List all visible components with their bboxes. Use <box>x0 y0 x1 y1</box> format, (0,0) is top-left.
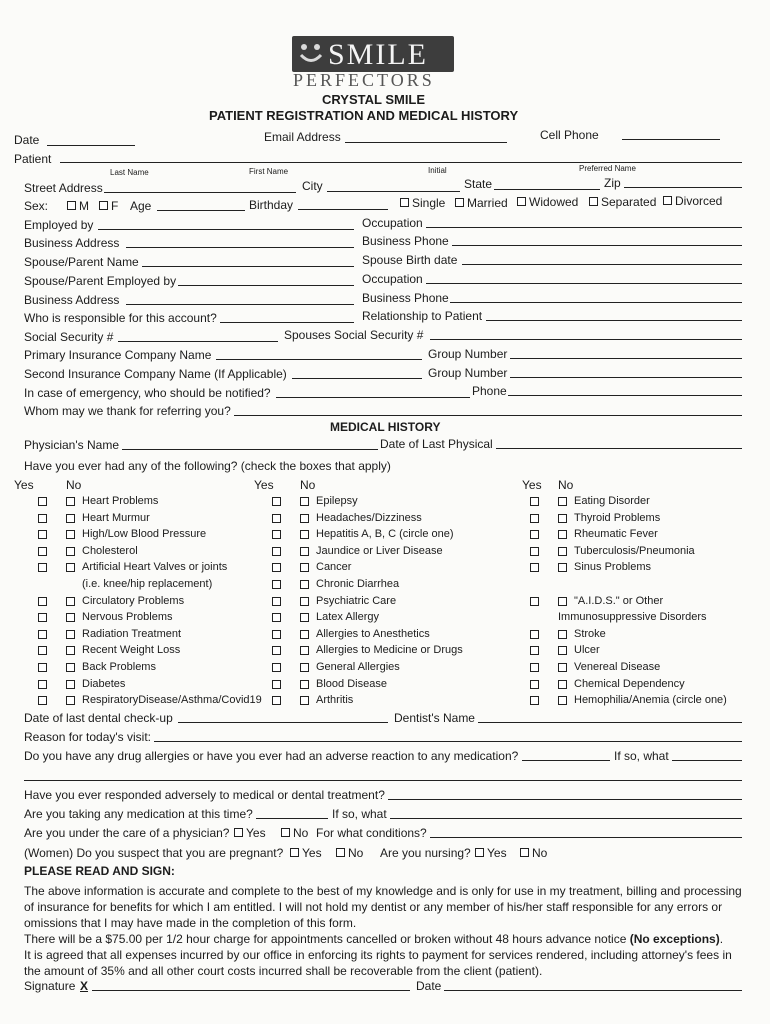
business-address-label: Business Address <box>24 236 120 250</box>
col3-condition-label: Venereal Disease <box>574 661 661 673</box>
ssn-label: Social Security # <box>24 330 114 344</box>
cell-phone-label: Cell Phone <box>540 128 599 142</box>
col1-no-checkbox[interactable] <box>66 613 75 622</box>
col2-condition-label: Psychiatric Care <box>316 595 397 607</box>
col2-yes-checkbox[interactable] <box>272 630 281 639</box>
group-number1-field[interactable] <box>510 358 742 359</box>
col2-no-checkbox[interactable] <box>300 563 309 572</box>
col3-condition-label: Rheumatic Fever <box>574 528 658 540</box>
col3-yes-checkbox[interactable] <box>530 646 539 655</box>
col3-no-checkbox[interactable] <box>558 497 567 506</box>
under-care-yes[interactable]: Yes <box>234 826 266 840</box>
col1-no-header: No <box>66 478 82 492</box>
col1-yes-checkbox[interactable] <box>38 530 47 539</box>
single-checkbox[interactable] <box>400 198 409 207</box>
reason-field[interactable] <box>154 741 742 742</box>
patient-label: Patient <box>14 152 52 166</box>
col2-no-checkbox[interactable] <box>300 613 309 622</box>
spouse-ssn-field[interactable] <box>430 339 742 340</box>
col2-condition-label: Allergies to Medicine or Drugs <box>316 644 463 656</box>
cell-phone-field[interactable] <box>622 139 720 140</box>
occupation-field[interactable] <box>426 227 742 228</box>
pregnant-label: (Women) Do you suspect that you are pregnant? <box>24 846 284 860</box>
signature-field[interactable] <box>92 990 410 991</box>
col1-yes-checkbox[interactable] <box>38 646 47 655</box>
nursing-no[interactable]: No <box>520 846 547 860</box>
spouse-name-field[interactable] <box>142 266 354 267</box>
col2-yes-checkbox[interactable] <box>272 497 281 506</box>
cancellation-policy: There will be a $75.00 per 1/2 hour charge for appointments cancelled or broken without 48 hours advance notice (No exceptions). <box>24 932 724 946</box>
employed-by-label: Employed by <box>24 218 94 232</box>
if-so-what-label: If so, what <box>614 749 669 763</box>
col2-yes-checkbox[interactable] <box>272 646 281 655</box>
col2-yes-checkbox[interactable] <box>272 613 281 622</box>
col1-condition-label: Recent Weight Loss <box>82 644 181 656</box>
group-number2-label: Group Number <box>428 366 508 380</box>
street-label: Street Address <box>24 181 103 195</box>
spouse-ssn-label: Spouses Social Security # <box>284 328 424 342</box>
initial-label: Initial <box>428 166 447 175</box>
col2-condition-label: Allergies to Anesthetics <box>316 628 430 640</box>
state-label: State <box>464 177 493 191</box>
col2-yes-checkbox[interactable] <box>272 680 281 689</box>
col2-no-checkbox[interactable] <box>300 580 309 589</box>
col2-no-checkbox[interactable] <box>300 696 309 705</box>
married-checkbox[interactable] <box>455 198 464 207</box>
business-address2-field[interactable] <box>126 304 354 305</box>
zip-label: Zip <box>604 176 621 190</box>
col3-yes-checkbox[interactable] <box>530 497 539 506</box>
col1-yes-checkbox[interactable] <box>38 630 47 639</box>
col2-no-header: No <box>300 478 316 492</box>
first-name-label: First Name <box>249 167 289 176</box>
col2-condition-label: Chronic Diarrhea <box>316 578 400 590</box>
col1-condition-label: High/Low Blood Pressure <box>82 528 207 540</box>
col2-condition-label: Cancer <box>316 561 352 573</box>
col2-condition-label: Epilepsy <box>316 495 358 507</box>
col1-condition-label: Nervous Problems <box>82 611 173 623</box>
under-care-label: Are you under the care of a physician? <box>24 826 230 840</box>
col2-no-checkbox[interactable] <box>300 663 309 672</box>
col1-condition-label: Circulatory Problems <box>82 595 185 607</box>
col2-yes-checkbox[interactable] <box>272 663 281 672</box>
col1-yes-checkbox[interactable] <box>38 547 47 556</box>
col1-condition-label: Radiation Treatment <box>82 628 182 640</box>
col2-yes-checkbox[interactable] <box>272 597 281 606</box>
physician-field[interactable] <box>122 449 378 450</box>
email-field[interactable] <box>345 142 507 143</box>
col2-no-checkbox[interactable] <box>300 497 309 506</box>
signature-date-field[interactable] <box>444 990 742 991</box>
age-field[interactable] <box>157 210 245 211</box>
col1-condition-label: (i.e. knee/hip replacement) <box>82 578 213 590</box>
taking-medication-label: Are you taking any medication at this time? <box>24 807 253 821</box>
col2-no-checkbox[interactable] <box>300 630 309 639</box>
business-address-field[interactable] <box>126 247 354 248</box>
drug-allergy-label: Do you have any drug allergies or have you ever had an adverse reaction to any medication? <box>24 749 519 763</box>
col3-no-checkbox[interactable] <box>558 547 567 556</box>
dental-checkup-field[interactable] <box>178 722 388 723</box>
nursing-yes[interactable]: Yes <box>475 846 507 860</box>
col1-yes-checkbox[interactable] <box>38 563 47 572</box>
col2-no-checkbox[interactable] <box>300 530 309 539</box>
col2-no-checkbox[interactable] <box>300 597 309 606</box>
smile-face-icon <box>298 41 324 67</box>
drug-allergy-field[interactable] <box>522 760 610 761</box>
col1-no-checkbox[interactable] <box>66 630 75 639</box>
sex-female-option[interactable]: F <box>99 199 118 213</box>
under-care-no-checkbox[interactable] <box>281 828 290 837</box>
nursing-label: Are you nursing? <box>380 846 471 860</box>
col2-condition-label: Latex Allergy <box>316 611 379 623</box>
if-so-what2-field[interactable] <box>390 818 742 819</box>
col2-yes-checkbox[interactable] <box>272 547 281 556</box>
under-care-yes-checkbox[interactable] <box>234 828 243 837</box>
widowed-checkbox[interactable] <box>517 197 526 206</box>
date-field[interactable] <box>47 145 135 146</box>
date-label: Date <box>14 133 40 147</box>
col1-yes-checkbox[interactable] <box>38 514 47 523</box>
business-phone2-field[interactable] <box>450 302 742 303</box>
marital-married[interactable]: Married <box>455 196 508 210</box>
if-so-what-field[interactable] <box>672 760 742 761</box>
business-phone2-label: Business Phone <box>362 291 449 305</box>
col1-condition-label: Heart Problems <box>82 495 159 507</box>
accuracy-statement: The above information is accurate and complete to the best of my knowledge and is only for use in my treatment, billing and processing of insurance for benefits for which I am entitled. I will not hold my dentist or any member of his/her staff responsible for any errors or omissions that I may have made in the completion of this form. <box>24 884 742 930</box>
marital-separated[interactable]: Separated <box>589 195 656 209</box>
col3-yes-checkbox[interactable] <box>530 514 539 523</box>
city-label: City <box>302 179 323 193</box>
spouse-birth-label: Spouse Birth date <box>362 253 458 267</box>
referring-field[interactable] <box>234 415 742 416</box>
pregnant-yes[interactable]: Yes <box>290 846 322 860</box>
col2-condition-label: Headaches/Dizziness <box>316 512 422 524</box>
col1-condition-label: Diabetes <box>82 678 126 690</box>
col1-no-checkbox[interactable] <box>66 497 75 506</box>
col3-condition-label: Hemophilia/Anemia (circle one) <box>574 694 727 706</box>
street-field[interactable] <box>104 192 296 193</box>
employed-by-field[interactable] <box>98 229 354 230</box>
second-insurance-label: Second Insurance Company Name (If Applicable) <box>24 367 287 381</box>
col3-condition-label: Chemical Dependency <box>574 678 685 690</box>
responded-label: Have you ever responded adversely to medical or dental treatment? <box>24 788 385 802</box>
under-care-no[interactable]: No <box>281 826 308 840</box>
pregnant-no-checkbox[interactable] <box>336 848 345 857</box>
patient-name-field[interactable] <box>60 162 742 163</box>
nursing-yes-checkbox[interactable] <box>475 848 484 857</box>
business-phone-label: Business Phone <box>362 234 449 248</box>
col1-yes-checkbox[interactable] <box>38 696 47 705</box>
emergency-phone-label: Phone <box>472 384 507 398</box>
col3-no-checkbox[interactable] <box>558 680 567 689</box>
dentist-name-label: Dentist's Name <box>394 711 475 725</box>
dental-checkup-label: Date of last dental check-up <box>24 711 173 725</box>
second-insurance-field[interactable] <box>292 378 422 379</box>
if-so-what2-label: If so, what <box>332 807 387 821</box>
conditions-field[interactable] <box>430 837 742 838</box>
business-phone-field[interactable] <box>452 245 742 246</box>
col2-condition-label: General Allergies <box>316 661 400 673</box>
emergency-field[interactable] <box>276 397 470 398</box>
spouse-birth-field[interactable] <box>462 264 742 265</box>
col3-yes-checkbox[interactable] <box>530 630 539 639</box>
marital-divorced[interactable]: Divorced <box>663 194 722 208</box>
col1-yes-checkbox[interactable] <box>38 497 47 506</box>
col3-condition-label: Eating Disorder <box>574 495 650 507</box>
taking-medication-field[interactable] <box>256 818 328 819</box>
col3-yes-checkbox[interactable] <box>530 597 539 606</box>
col1-no-checkbox[interactable] <box>66 663 75 672</box>
col1-yes-checkbox[interactable] <box>38 597 47 606</box>
col2-yes-checkbox[interactable] <box>272 514 281 523</box>
responsible-label: Who is responsible for this account? <box>24 311 217 325</box>
col2-yes-checkbox[interactable] <box>272 580 281 589</box>
col1-yes-checkbox[interactable] <box>38 663 47 672</box>
email-label: Email Address <box>264 130 341 144</box>
col1-no-checkbox[interactable] <box>66 530 75 539</box>
col1-condition-label: Back Problems <box>82 661 156 673</box>
last-physical-field[interactable] <box>496 448 742 449</box>
state-field[interactable] <box>494 189 600 190</box>
col3-no-checkbox[interactable] <box>558 696 567 705</box>
signature-date-label: Date <box>416 979 442 993</box>
col1-no-checkbox[interactable] <box>66 514 75 523</box>
col1-condition-label: Heart Murmur <box>82 512 150 524</box>
preferred-name-label: Preferred Name <box>579 164 636 173</box>
col3-no-checkbox[interactable] <box>558 646 567 655</box>
col1-condition-label: RespiratoryDisease/Asthma/Covid19 <box>82 694 262 706</box>
col3-condition-label: Sinus Problems <box>574 561 652 573</box>
relationship-label: Relationship to Patient <box>362 309 483 323</box>
primary-insurance-label: Primary Insurance Company Name <box>24 348 212 362</box>
birthday-field[interactable] <box>298 209 388 210</box>
col3-yes-checkbox[interactable] <box>530 530 539 539</box>
col3-condition-label: "A.I.D.S." or Other <box>574 595 664 607</box>
col2-no-checkbox[interactable] <box>300 547 309 556</box>
primary-insurance-field[interactable] <box>216 359 422 360</box>
male-checkbox[interactable] <box>67 201 76 210</box>
signature-label: Signature <box>24 979 76 993</box>
col2-condition-label: Hepatitis A, B, C (circle one) <box>316 528 454 540</box>
col1-condition-label: Cholesterol <box>82 545 138 557</box>
physician-label: Physician's Name <box>24 438 119 452</box>
logo-perfectors: PERFECTORS <box>293 70 435 90</box>
medical-history-heading: MEDICAL HISTORY <box>330 420 441 434</box>
occupation2-label: Occupation <box>362 272 423 286</box>
female-checkbox[interactable] <box>99 201 108 210</box>
pregnant-yes-checkbox[interactable] <box>290 848 299 857</box>
marital-single[interactable]: Single <box>400 196 445 210</box>
col2-condition-label: Blood Disease <box>316 678 387 690</box>
marital-widowed[interactable]: Widowed <box>517 195 578 209</box>
col3-no-header: No <box>558 478 574 492</box>
signature-x: X <box>80 979 89 993</box>
col1-yes-checkbox[interactable] <box>38 613 47 622</box>
last-physical-label: Date of Last Physical <box>380 437 493 451</box>
logo-smile: SMILE <box>328 38 428 71</box>
emergency-label: In case of emergency, who should be notified? <box>24 386 271 400</box>
birthday-label: Birthday <box>249 198 294 212</box>
col1-no-checkbox[interactable] <box>66 646 75 655</box>
responded-field[interactable] <box>388 799 742 800</box>
col1-no-checkbox[interactable] <box>66 597 75 606</box>
nursing-no-checkbox[interactable] <box>520 848 529 857</box>
col1-condition-label: Artificial Heart Valves or joints <box>82 561 228 573</box>
divorced-checkbox[interactable] <box>663 196 672 205</box>
responsible-field[interactable] <box>220 322 354 323</box>
sex-male-option[interactable]: M <box>67 199 89 213</box>
col3-no-checkbox[interactable] <box>558 630 567 639</box>
occupation-label: Occupation <box>362 216 423 230</box>
col3-yes-checkbox[interactable] <box>530 547 539 556</box>
col3-no-checkbox[interactable] <box>558 514 567 523</box>
emergency-phone-field[interactable] <box>508 395 742 396</box>
group-number1-label: Group Number <box>428 347 508 361</box>
spouse-name-label: Spouse/Parent Name <box>24 255 139 269</box>
dentist-name-field[interactable] <box>478 722 742 723</box>
col3-condition-label: Tuberculosis/Pneumonia <box>574 545 695 557</box>
col3-no-checkbox[interactable] <box>558 530 567 539</box>
pregnant-no[interactable]: No <box>336 846 363 860</box>
reason-label: Reason for today's visit: <box>24 730 152 744</box>
group-number2-field[interactable] <box>510 377 742 378</box>
collection-policy: It is agreed that all expenses incurred by our office in enforcing its rights to payment for services rendered, including attorney's fees in the amount of 35% and all other court costs incurred shall be recoverable from the client (patient). <box>24 948 732 978</box>
please-read-heading: PLEASE READ AND SIGN: <box>24 864 175 878</box>
col1-yes-checkbox[interactable] <box>38 680 47 689</box>
last-name-label: Last Name <box>110 168 149 177</box>
col1-no-checkbox[interactable] <box>66 547 75 556</box>
col2-yes-checkbox[interactable] <box>272 563 281 572</box>
col3-no-checkbox[interactable] <box>558 563 567 572</box>
col3-yes-checkbox[interactable] <box>530 696 539 705</box>
zip-field[interactable] <box>624 187 742 188</box>
col3-condition-label: Ulcer <box>574 644 600 656</box>
spouse-employed-field[interactable] <box>178 285 354 286</box>
col1-no-checkbox[interactable] <box>66 696 75 705</box>
occupation2-field[interactable] <box>426 283 742 284</box>
col3-condition-label: Stroke <box>574 628 606 640</box>
col1-no-checkbox[interactable] <box>66 680 75 689</box>
city-field[interactable] <box>327 191 460 192</box>
age-label: Age <box>130 199 152 213</box>
col3-yes-checkbox[interactable] <box>530 563 539 572</box>
spouse-employed-label: Spouse/Parent Employed by <box>24 274 177 288</box>
drug-allergy-extra-field[interactable] <box>24 780 742 781</box>
col3-yes-checkbox[interactable] <box>530 680 539 689</box>
sex-label: Sex: <box>24 199 49 213</box>
col3-yes-header: Yes <box>522 478 542 492</box>
col2-yes-header: Yes <box>254 478 274 492</box>
practice-name: CRYSTAL SMILE <box>322 92 426 107</box>
referring-label: Whom may we thank for referring you? <box>24 404 231 418</box>
col3-condition-label: Immunosuppressive Disorders <box>558 611 707 623</box>
col2-yes-checkbox[interactable] <box>272 530 281 539</box>
separated-checkbox[interactable] <box>589 197 598 206</box>
relationship-field[interactable] <box>486 320 742 321</box>
col3-no-checkbox[interactable] <box>558 597 567 606</box>
conditions-label: For what conditions? <box>316 826 427 840</box>
business-address2-label: Business Address <box>24 293 120 307</box>
conditions-question: Have you ever had any of the following? (check the boxes that apply) <box>24 459 391 473</box>
col2-condition-label: Arthritis <box>316 694 354 706</box>
col3-condition-label: Thyroid Problems <box>574 512 661 524</box>
col1-yes-header: Yes <box>14 478 34 492</box>
ssn-field[interactable] <box>118 341 278 342</box>
col2-no-checkbox[interactable] <box>300 514 309 523</box>
col2-condition-label: Jaundice or Liver Disease <box>316 545 443 557</box>
col2-no-checkbox[interactable] <box>300 680 309 689</box>
col1-no-checkbox[interactable] <box>66 563 75 572</box>
col2-yes-checkbox[interactable] <box>272 696 281 705</box>
col3-no-checkbox[interactable] <box>558 663 567 672</box>
col2-no-checkbox[interactable] <box>300 646 309 655</box>
col3-yes-checkbox[interactable] <box>530 663 539 672</box>
form-title: PATIENT REGISTRATION AND MEDICAL HISTORY <box>209 108 519 123</box>
